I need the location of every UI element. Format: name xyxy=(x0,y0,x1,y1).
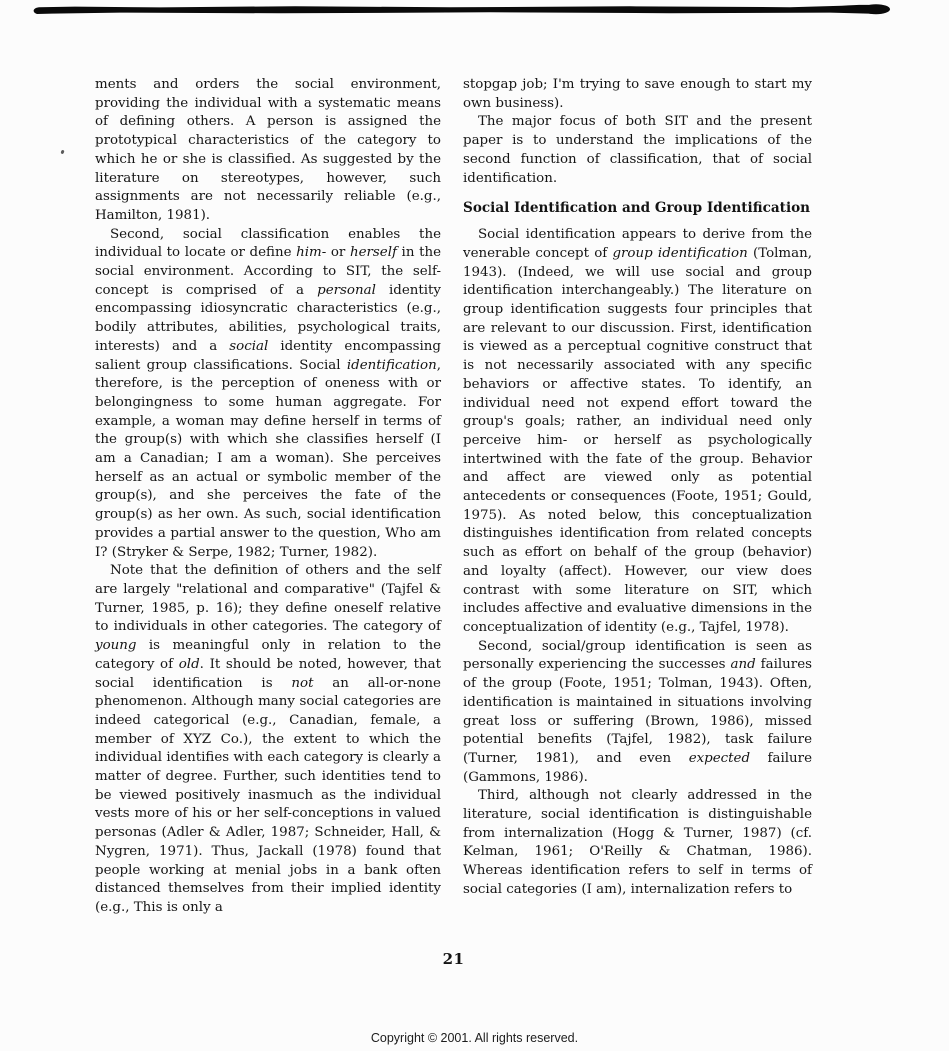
paragraph: Social identification appears to derive from the venerable concept of group identification (Tolman, 1943). (Indeed, we will use social and group identification interchangeably.) The literature on group identification suggests four principles that are relevant to our discussion. First, identification is viewed as a perceptual cognitive construct that is not necessarily associated with any specific behaviors or affective states. To identify, an individual need not expend effort toward the group's goals; rather, an individual need only perceive him- or herself as psychologically intertwined with the fate of the group. Behavior and affect are viewed only as potential antecedents or consequences (Foote, 1951; Gould, 1975). As noted below, this conceptualization distinguishes identification from related concepts such as effort on behalf of the group (behavior) and loyalty (affect). However, our view does contrast with some literature on SIT, which includes affective and evaluative dimensions in the conceptualization of identity (e.g., Tajfel, 1978). xyxy=(463,227,812,635)
copyright-footer: Copyright © 2001. All rights reserved. xyxy=(370,1031,579,1045)
paragraph: Second, social/group identification is seen as personally experiencing the successes and failures of the group (Foote, 1951; Tolman, 1943). Often, identification is maintained in situations involving great loss or suffering (Brown, 1986), missed potential benefits (Tajfel, 1982), task failure (Turner, 1981), and even expected failure (Gammons, 1986). xyxy=(463,638,812,785)
section-heading: Social Identification and Group Identification xyxy=(463,200,811,217)
left-column xyxy=(95,76,441,918)
paragraph: Second, social classification enables the individual to locate or define him- or herself in the social environment. According to SIT, the self-concept is comprised of a personal identity encompassing idiosyncratic characteristics (e.g., bodily attributes, abilities, psychological traits, interests) and a social identity encompassing salient group classifications. Social identification, therefore, is the perception of oneness with or belongingness to some human aggregate. For example, a woman may define herself in terms of the group(s) with which she classifies herself (I am a Canadian; I am a woman). She perceives herself as an actual or symbolic member of the group(s), and she perceives the fate of the group(s) as her own. As such, social identification provides a partial answer to the question, Who am I? (Stryker & Serpe, 1982; Turner, 1982). xyxy=(95,226,442,560)
paragraph: Third, although not clearly addressed in the literature, social identification is distinguishable from internalization (Hogg & Turner, 1987) (cf. Kelman, 1961; O'Reilly & Chatman, 1986). Whereas identification refers to self in terms of social categories (I am), internalization refers to xyxy=(463,788,812,897)
right-column xyxy=(463,76,812,900)
paragraph: The major focus of both SIT and the present paper is to understand the implications of the second function of classification, that of social identification. xyxy=(463,114,812,186)
top-rule-artifact xyxy=(30,2,910,18)
margin-speck xyxy=(60,150,64,155)
paragraph-continuation: stopgap job; I'm trying to save enough to start my own business). xyxy=(463,77,812,111)
page-number: 21 xyxy=(442,950,465,968)
paragraph: Note that the definition of others and the self are largely "relational and comparative" (Tajfel & Turner, 1985, p. 16); they define oneself relative to individuals in other categories. The category of young is meaningful only in relation to the category of old. It should be noted, however, that social identification is not an all-or-none phenomenon. Although many social categories are indeed categorical (e.g., Canadian, female, a member of XYZ Co.), the extent to which the individual identifies with each category is clearly a matter of degree. Further, such identities tend to be viewed positively inasmuch as the individual vests more of his or her self-conceptions in valued personas (Adler & Adler, 1987; Schneider, Hall, & Nygren, 1971). Thus, Jackall (1978) found that people working at menial jobs in a bank often distanced themselves from their implied identity (e.g., This is only a xyxy=(95,563,442,915)
paragraph-continuation: ments and orders the social environment, providing the individual with a systematic means of defining others. A person is assigned the prototypical characteristics of the category to which he or she is classified. As suggested by the literature on stereotypes, however, such assignments are not necessarily reliable (e.g., Hamilton, 1981). xyxy=(95,77,441,223)
